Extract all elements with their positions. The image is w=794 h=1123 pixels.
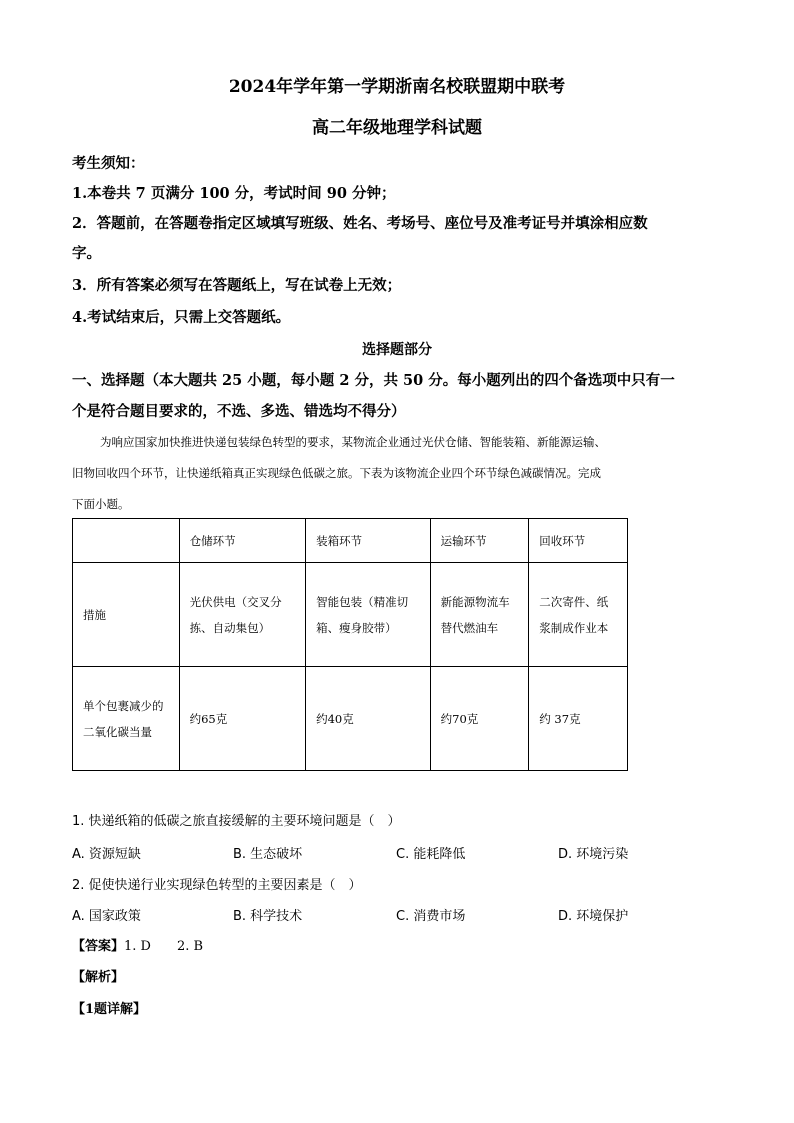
table-cell: 智能包装（精准切箱、瘦身胶带） <box>306 563 431 667</box>
table-row <box>73 563 628 667</box>
passage-line: 下面小题。 <box>72 497 130 511</box>
table-cell: 措施 <box>73 563 180 667</box>
question-stem: 2. 促使快递行业实现绿色转型的主要因素是（ ） <box>72 878 362 893</box>
passage-line: 为响应国家加快推进快递包装绿色转型的要求，某物流企业通过光伏仓储、智能装箱、新能源运输、 <box>100 435 606 449</box>
table-cell: 单个包裹减少的二氧化碳当量 <box>73 667 180 771</box>
table-header-cell: 回收环节 <box>529 519 628 563</box>
table-header-row <box>73 519 628 563</box>
table-cell: 约40克 <box>306 667 431 771</box>
table-row <box>73 667 628 771</box>
table-cell: 二次寄件、纸浆制成作业本 <box>529 563 628 667</box>
notice-item: 4.考试结束后，只需上交答题纸。 <box>72 309 291 326</box>
section-label: 选择题部分 <box>362 342 432 358</box>
section-instruction: 一、选择题（本大题共 25 小题，每小题 2 分，共 50 分。每小题列出的四个备选项中只有一 <box>72 372 675 389</box>
table-cell: 约 37克 <box>529 667 628 771</box>
analysis-label: 【解析】 <box>72 970 125 985</box>
page-subtitle: 高二年级地理学科试题 <box>312 118 482 138</box>
answer-text: 1. D 2. B <box>124 939 204 954</box>
notice-item: 3．所有答案必须写在答题纸上，写在试卷上无效； <box>72 277 402 294</box>
table-cell: 新能源物流车替代燃油车 <box>430 563 529 667</box>
notice-heading: 考生须知： <box>72 155 145 172</box>
table-cell: 光伏供电（交叉分拣、自动集包） <box>179 563 306 667</box>
table-cell: 约70克 <box>430 667 529 771</box>
option-a: A. 资源短缺 <box>72 847 141 862</box>
option-b: B. 生态破坏 <box>233 847 303 862</box>
question-stem: 1. 快递纸箱的低碳之旅直接缓解的主要环境问题是（ ） <box>72 814 401 829</box>
table-header-cell: 运输环节 <box>430 519 529 563</box>
table-cell: 约65克 <box>179 667 306 771</box>
notice-item: 2．答题前，在答题卷指定区域填写班级、姓名、考场号、座位号及准考证号并填涂相应数 <box>72 215 648 232</box>
table-header-cell <box>73 519 180 563</box>
analysis-detail: 【1题详解】 <box>72 1002 147 1017</box>
option-d: D. 环境污染 <box>558 847 629 862</box>
answer-line <box>72 935 203 954</box>
option-a: A. 国家政策 <box>72 909 141 924</box>
data-table <box>72 518 628 771</box>
notice-item: 字。 <box>72 245 101 262</box>
table-header-cell: 装箱环节 <box>306 519 431 563</box>
option-c: C. 消费市场 <box>396 909 466 924</box>
page-title: 2024年学年第一学期浙南名校联盟期中联考 <box>228 77 566 97</box>
passage-line: 旧物回收四个环节，让快递纸箱真正实现绿色低碳之旅。下表为该物流企业四个环节绿色减碳情况。完成 <box>72 466 601 480</box>
table-header-cell: 仓储环节 <box>179 519 306 563</box>
notice-item: 1.本卷共 7 页满分 100 分，考试时间 90 分钟； <box>72 185 396 202</box>
answer-label: 【答案】 <box>72 939 125 954</box>
section-instruction: 个是符合题目要求的，不选、多选、错选均不得分） <box>72 403 406 420</box>
option-c: C. 能耗降低 <box>396 847 466 862</box>
option-b: B. 科学技术 <box>233 909 303 924</box>
option-d: D. 环境保护 <box>558 909 629 924</box>
